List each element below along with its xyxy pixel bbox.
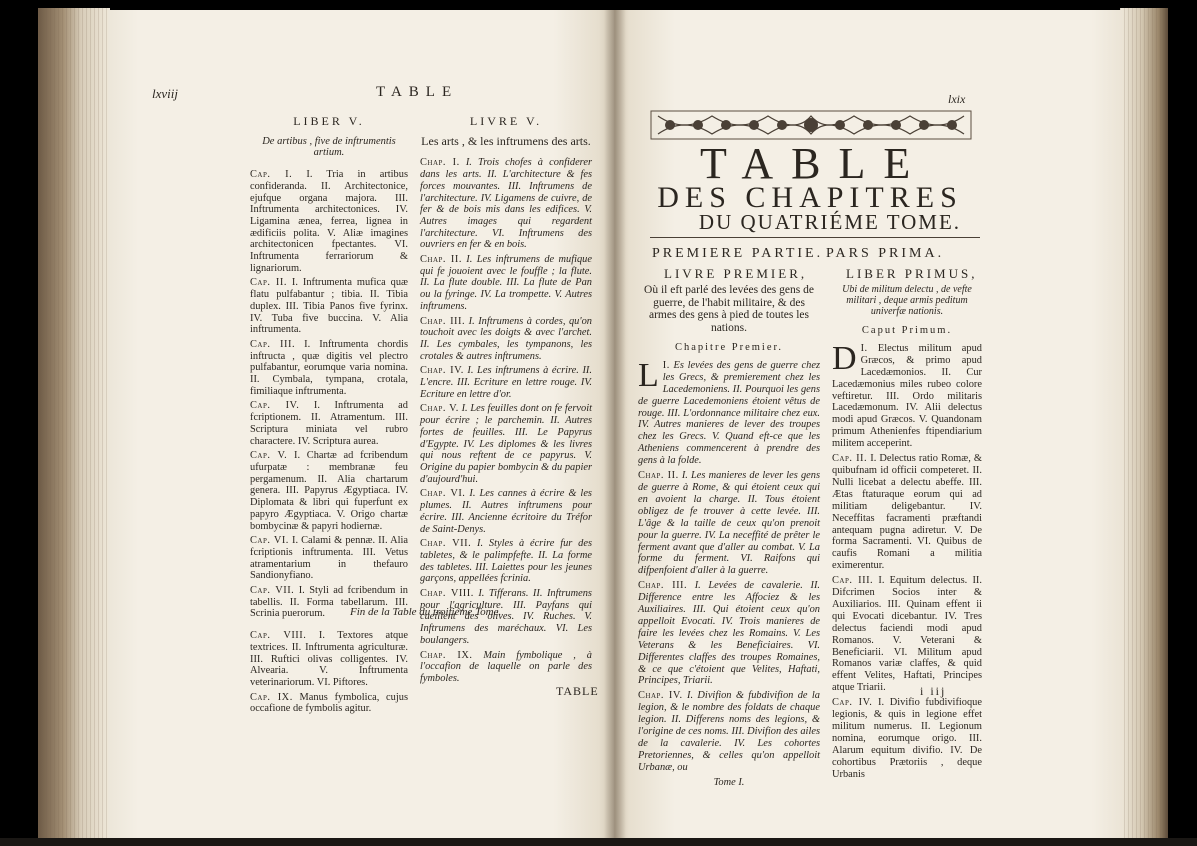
table-entry: Cap. IX. Manus fymbolica, cujus occafione de fymbolis agitur. [250,691,408,715]
table-entry: Cap. VI. I. Calami & pennæ. II. Alia fcriptionis inftrumenta. III. Vetus atramentarium in thefauro Sandionyfiano. [250,535,408,582]
table-entry: Cap. II. I. Delectus ratio Romæ, & quibufnam id officii competeret. II. Nulli licebat a delectu abeffe. III. Ætas ftaturaque eorum qui ad militiam deligebantur. IV. Neceffitas facramenti præftandi antequam pugna adiretur. V. De forma Sacramenti. VI. Quibus de caufis Romani a militia eximerentur. [832,453,982,572]
bottom-edge [0,838,1197,846]
right-folio: lxix [948,92,966,106]
table-entry: Chap. II. I. Les inftrumens de mufique qui fe jouoient avec le fouffle ; la flute. II. La flute double. III. La flute de Pan ou la fyringe. IV. La trompette. V. Autres inftrumens. [420,254,592,312]
title-des-chapitres: DES CHAPITRES [657,181,963,214]
livre-subtitle: Les arts , & les inftrumens des arts. [421,133,591,148]
table-entry: Chap. VII. I. Styles à écrire fur des tabletes, & le palimpfefte. II. La forme des tabletes. III. Laiettes pour les jeunes garçons, appellées fcrinia. [420,538,592,585]
title-table: TABLE [700,139,929,188]
latin-column-liber-primus [832,284,982,784]
liber-subtitle: De artibus , five de inftrumentis artium. [262,135,396,159]
table-entry: Chap. IV. I. Les inftrumens à écrire. II. L'encre. III. Ecriture en lettre rouge. IV. Ecriture en lettre d'or. [420,365,592,400]
table-entry: Cap. V. I. Chartæ ad fcribendum ufurpatæ : membranæ feu pergamenum. II. Alia chartarum genera. III. Papyrus Ægyptiaca. IV. Diplomata & libri qui fuperfunt ex papyro Ægyptiaca. V. Origo chartæ bombycinæ & papyri hodiernæ. [250,450,408,532]
table-entry: Cap. II. I. Inftrumenta mufica quæ flatu pulfabantur ; tibia. II. Tibia duplex. III. Tibia Panos five fyrinx. IV. Tuba five buccina. V. Alia inftrumenta. [250,277,408,336]
french-column-livre-premier [638,284,820,792]
table-entry: Chap. V. I. Les feuilles dont on fe fervoit pour écrire ; le parchemin. II. Autres fortes de feuilles. III. Le Papyrus d'Egypte. IV. Les diplomes & les livres qui nous reftent de ce papyrus. V. Origine du papier bombycin & du papier d'aujourd'hui. [420,403,592,485]
livre-premier-heading: LIVRE PREMIER, [664,266,808,281]
french-column-livre-v [420,116,592,688]
table-entry: Chap. III. I. Levées de cavalerie. II. Difference entre les Affociez & les Auxiliaires. III. Qui étoient ceux qu'on appelloit Evocati. IV. Trois manieres de faire les levées chez les Romains. V. Les Veterans & les Beneficiaires. VI. Differentes claffes des troupes Romaines, & ce que c'étoient que Velites, Haftati, Principes, Triarii. [638,580,821,687]
catchword: TABLE [556,684,599,698]
table-entry: I. L Es levées des gens de guerre chez les Grecs, & premierement chez les Lacedemoniens. II. Pourquoi les gens de guerre Lacedemoniens étoient vêtus de rouge. III. L'ordonnance militaire chez eux. IV. Autres manieres de lever des troupes chez les Grecs. V. Quand eft-ce que les Atheniens commencerent à prendre des gens à la folde. [638,356,820,467]
table-entry: Chap. IX. Main fymbolique , à l'occafion de laquelle on parle des fymboles. [420,649,592,684]
table-entry: Chap. VIII. I. Tifferans. II. Inftrumens pour l'agriculture. III. Payfans qui cueillent des olives. IV. Ruches. V. Inftrumens des maréchaux. VI. Les boulangers. [420,588,592,646]
liber-primus-heading: LIBER PRIMUS, [846,266,978,281]
livre-intro: Où il eft parlé des levées des gens de guerre, de l'habit militaire, & des armes des gens à pied de toutes les nations. [644,284,814,334]
liber-heading: LIBER V. [293,114,365,128]
table-entry: I. D Electus militum apud Græcos, & primo apud Lacedæmonios. II. Cur Lacedæmonius miles rubeo colore veftiretur. III. Ordo militaris Lacedæmonum. IV. Alii delectus modi apud Græcos. V. Quandonam primum Athenienfes ftipendiarium militem acceperint. [832,339,982,450]
title-rule [650,237,980,238]
livre-heading: LIVRE V. [469,114,543,128]
signature-mark: i iij [920,684,947,698]
tome-catch: Tome I. [713,776,745,788]
table-entry: Chap. II. I. Les manieres de lever les gens de guerre à Rome, & qui étoient ceux qui en avoient la charge. II. Tous étoient obligez de fe trouver à cette levée. III. L'âge & la taille de ceux qu'on prenoit pour la guerre. IV. La neceffité de prêter le ferment avant que d'aller au combat. V. La forme du ferment. VI. Raifons qui difpenfoient d'aller à la guerre. [638,470,820,577]
table-entry: Cap. III. I. Equitum delectus. II. Difcrimen Socios inter & Auxiliarios. III. Quinam effent ii qui Evocati dicebantur. IV. Tres delectus faciendi modi apud Romanos. V. Veterani & Beneficiarii. VI. Militum apud Romanos variæ claffes, & quid effent Velites, Haftati, Principes atque Triarii. [832,575,982,694]
drop-cap: L [638,356,659,394]
running-title: TABLE [376,84,459,100]
table-entry: Cap. III. I. Inftrumenta chordis inftructa , quæ digitis vel plectro pulfabantur, eorumque varia nomina. II. Cymbala, tympana, crotala, fimiliaque inftrumenta. [250,338,408,397]
latin-column-liber-v [250,116,408,718]
table-entry: Chap. VI. I. Les cannes à écrire & les plumes. II. Autres inftrumens pour écrire. III. Ancienne écritoire du Tréfor de Saint-Denys. [420,488,592,535]
part-heading-latin: PARS PRIMA. [826,246,945,261]
liber-intro: Ubi de militum delectu , de vefte militari , deque armis peditum univerfæ nationis. [842,284,972,317]
title-du-quatrieme-tome: DU QUATRIÉME TOME. [698,210,962,234]
headpiece-ornament [650,110,972,140]
drop-cap: D [832,339,857,377]
part-heading-french: PREMIERE PARTIE. [652,246,824,261]
table-entry: Chap. I. I. Trois chofes à confiderer dans les arts. II. L'architecture & fes forces mouvantes. III. Inftrumens de l'architecture. IV. Ligamens de cuivre, de fer & de bois mis dans les edifices. V. Autres images qui regardent l'architecture. VI. Inftrumens des ouvriers en fer & en bois. [420,157,593,251]
book-cover-left-edge [38,8,110,840]
table-entry: Chap. III. I. Inftrumens à cordes, qu'on touchoit avec les doigts & avec l'archet. II. Les cymbales, les tympanons, les crotales & autres inftrumens. [420,315,592,362]
end-of-table-note: Fin de la Table du troifiéme Tome. [350,606,502,618]
caput-heading: Caput Primum. [861,325,953,336]
chapitre-heading: Chapitre Premier. [674,342,784,353]
table-entry: Cap. VIII. I. Textores atque textrices. II. Inftrumenta agriculturæ. III. Ruftici olivas colligentes. IV. Alvearia. V. Inftrumenta veterinariorum. VI. Piftores. [250,630,408,688]
left-folio: lxviij [152,86,178,101]
book-cover-right-edge [1120,8,1168,840]
table-entry: Cap. VII. I. Styli ad fcribendum in tabellis. II. Forma tabellarum. III. Scrinia puerorum. [250,585,408,620]
table-entry: Cap. I. I. Tria in artibus confideranda. II. Architectonice, ejufque organa majora. III. Inftrumenta architectonices. IV. Ligamina ænea, ferrea, lignea in ædificiis polita. V. Aliæ imagines architectonicen fpectantes. VI. Inftrumenta ferrariorum & lignariorum. [250,169,408,274]
table-entry: Chap. IV. I. Divifion & fubdivifion de la legion, & le nombre des foldats de chaque legion. II. Differens noms des legions, & l'origine de ces noms. III. Divifion des ailes de la cavalerie. IV. Les cohortes Pretoriennes, & celles qu'on appelloit Urbanæ, ou [638,690,820,773]
book-gutter [604,10,626,840]
table-entry: Cap. IV. I. Inftrumenta ad fcriptionem. II. Atramentum. III. Scriptura miniata vel rubro charactere. IV. Scriptura aurea. [250,400,408,447]
table-entry: Cap. IV. I. Divifio fubdivifioque legionis, & quis in legione effet militum numerus. II. Legionum nomina, eorumque origo. III. Alarum equitum divifio. IV. De cohortibus Prætoriis , deque Urbanis [832,697,982,780]
